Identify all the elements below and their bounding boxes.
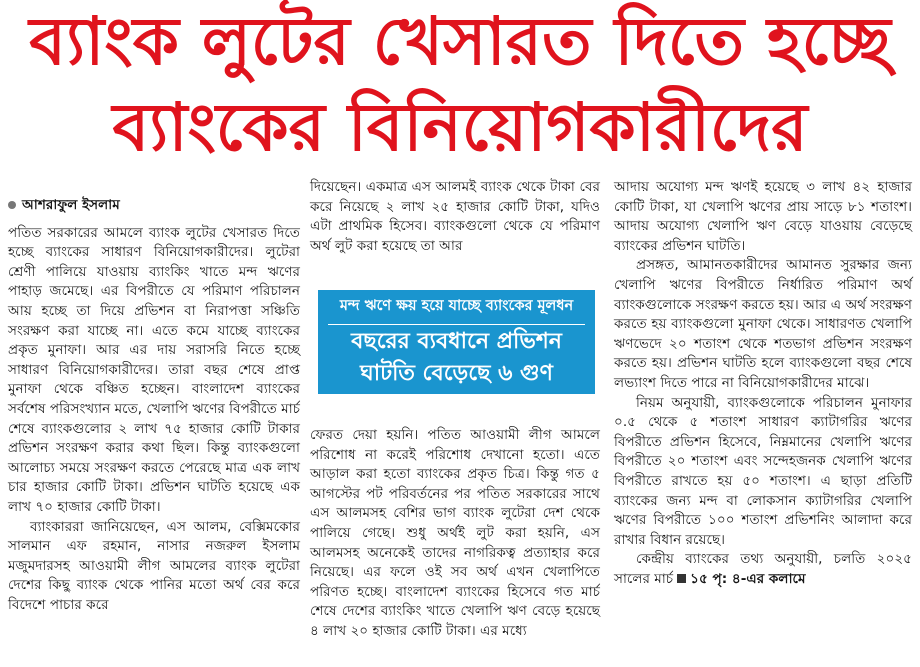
byline [8, 196, 300, 216]
paragraph: দিয়েছেন। একমাত্র এস আলমই ব্যাংক থেকে টাকা বের করে নিয়েছে ২ লাখ ২৫ হাজার কোটি টাকা, যদিও এটা প্রাথমিক হিসেব। ব্যাংকগুলো থেকে যে পরিমাণ অর্থ লুট করা হয়েছে তা আর [310, 179, 600, 254]
final-paragraph [614, 550, 912, 589]
article-column-3 [614, 178, 912, 589]
paragraph: প্রসঙ্গত, আমানতকারীদের আমানত সুরক্ষার জন্য খেলাপি ঋণের বিপরীতে নির্ধারিত পরিমাণ অর্থ ব্যাংকগুলোকে সংরক্ষণ করতে হয়। আর এ অর্থ সংরক্ষণ করতে হয় ব্যাংকগুলো মুনাফা থেকে। সাধারণত খেলাপি ঋণভেদে ২০ শতাংশ থেকে শতভাগ প্রভিশন সংরক্ষণ করতে হয়। প্রভিশন ঘাটতি হলে ব্যাংকগুলো বছর শেষে লভ্যাংশ দিতে পারে না বিনিয়োগকারীদের মাঝে। [614, 257, 912, 391]
highlight-title-line-2: ঘাটতি বেড়েছে ৬ গুণ [360, 361, 553, 386]
article-column-2-top [310, 178, 600, 256]
paragraph: ব্যাংকাররা জানিয়েছেন, এস আলম, বেক্সিমকোর সালমান এফ রহমান, নাসার নজরুল ইসলাম মজুমদারসহ আওয়ামী লীগ আমলের ব্যাংক লুটেরা দেশের কিছু ব্যাংক থেকে পানির মতো অর্থ বের করে বিদেশে পাচার করে [8, 518, 300, 613]
paragraph-text: কেন্দ্রীয় ব্যাংকের তথ্য অনুযায়ী, চলতি ২০২৫ সালের মার্চ [614, 551, 912, 587]
paragraph: পতিত সরকারের আমলে ব্যাংক লুটের খেসারত দিতে হচ্ছে ব্যাংকের সাধারণ বিনিয়োগকারীদের। লুটেরা শ্রেণী পালিয়ে যাওয়ায় ব্যাংকিং খাতে মন্দ ঋণের পাহাড় জমেছে। এর বিপরীতে যে পরিমাণ পরিচালন আয় হচ্ছে তা দিয়ে প্রভিশন বা নিরাপত্তা সঞ্চিতি সংরক্ষণ করা যাচ্ছে না। এতে কমে যাচ্ছে ব্যাংকের প্রকৃত মুনাফা। আর এর দায় সরাসরি নিতে হচ্ছে সাধারণ বিনিয়োগকারীদের। তারা বছর শেষে প্রাপ্ত মুনাফা থেকে বঞ্চিত হচ্ছেন। বাংলাদেশ ব্যাংকের সর্বশেষ পরিসংখ্যান মতে, খেলাপি ঋণের বিপরীতে মার্চ শেষে ব্যাংকগুলোর ২ লাখ ৭৫ হাজার কোটি টাকার প্রভিশন সংরক্ষণ করার কথা ছিল। কিন্তু ব্যাংকগুলো আলোচ্য সময়ে সংরক্ষণ করতে পেরেছে মাত্র এক লাখ চার হাজার কোটি টাকা। প্রভিশন ঘাটতি হয়েছে এক লাখ ৭০ হাজার কোটি টাকা। [8, 224, 300, 515]
headline-line-2: ব্যাংকের বিনিয়োগকারীদের [112, 89, 808, 166]
author-name: আশরাফুল ইসলাম [22, 197, 120, 213]
continuation-note: ১৫ পৃ: ৪-এর কলামে [690, 570, 806, 587]
square-icon [677, 574, 686, 583]
headline-line-1: ব্যাংক লুটের খেসারত দিতে হচ্ছে [29, 3, 891, 80]
bullet-icon [8, 201, 16, 209]
paragraph: নিয়ম অনুযায়ী, ব্যাংকগুলোকে পরিচালন মুনাফার ০.৫ থেকে ৫ শতাংশ সাধারণ ক্যাটাগরির ঋণের বিপরীতে প্রভিশন হিসেবে, নিম্নমানের খেলাপি ঋণের বিপরীতে ২০ শতাংশ এবং সন্দেহজনক খেলাপি ঋণের বিপরীতে রাখতে হয় ৫০ শতাংশ। এ ছাড়া প্রতিটি ব্যাংকের জন্য মন্দ বা লোকসান ক্যাটাগরির খেলাপি ঋণের বিপরীতে ১০০ শতাংশ প্রভিশনিং আলাদা করে রাখার বিধান রয়েছে। [614, 394, 912, 548]
highlight-box [318, 290, 595, 394]
highlight-kicker: মন্দ ঋণে ক্ষয় হয়ে যাচ্ছে ব্যাংকের মূলধন [328, 295, 585, 325]
paragraph: ফেরত দেয়া হয়নি। পতিত আওয়ামী লীগ আমলে পরিশোধ না করেই পরিশোধ দেখানো হতো। এতে আড়াল করা হতো ব্যাংকের প্রকৃত চিত্র। কিন্তু গত ৫ আগস্টের পট পরিবর্তনের পর পতিত সরকারের সাথে এস আলমসহ বেশির ভাগ ব্যাংক লুটেরা দেশ থেকে পালিয়ে গেছে। শুধু অর্থই লুট করা হয়নি, এস আলমসহ অনেকেই তাদের নাগরিকত্ব প্রত্যাহার করে নিয়েছে। এর ফলে ওই সব অর্থ এখন খেলাপিতে পরিণত হচ্ছে। বাংলাদেশ ব্যাংকের হিসেবে গত মার্চ শেষে দেশের ব্যাংকিং খাতে খেলাপি ঋণ বেড়ে হয়েছে ৪ লাখ ২০ হাজার কোটি টাকা। এর মধ্যে [310, 427, 600, 639]
article-column-1 [8, 196, 300, 615]
highlight-title-line-1: বছরের ব্যবধানে প্রভিশন [351, 329, 562, 354]
article-column-2-bottom [310, 426, 600, 642]
paragraph: আদায় অযোগ্য মন্দ ঋণই হয়েছে ৩ লাখ ৪২ হাজার কোটি টাকা, যা খেলাপি ঋণের প্রায় সাড়ে ৮১ শতাংশ। আদায় অযোগ্য খেলাপি ঋণ বেড়ে যাওয়ায় বেড়েছে ব্যাংকের প্রভিশন ঘাটতি। [614, 179, 912, 254]
